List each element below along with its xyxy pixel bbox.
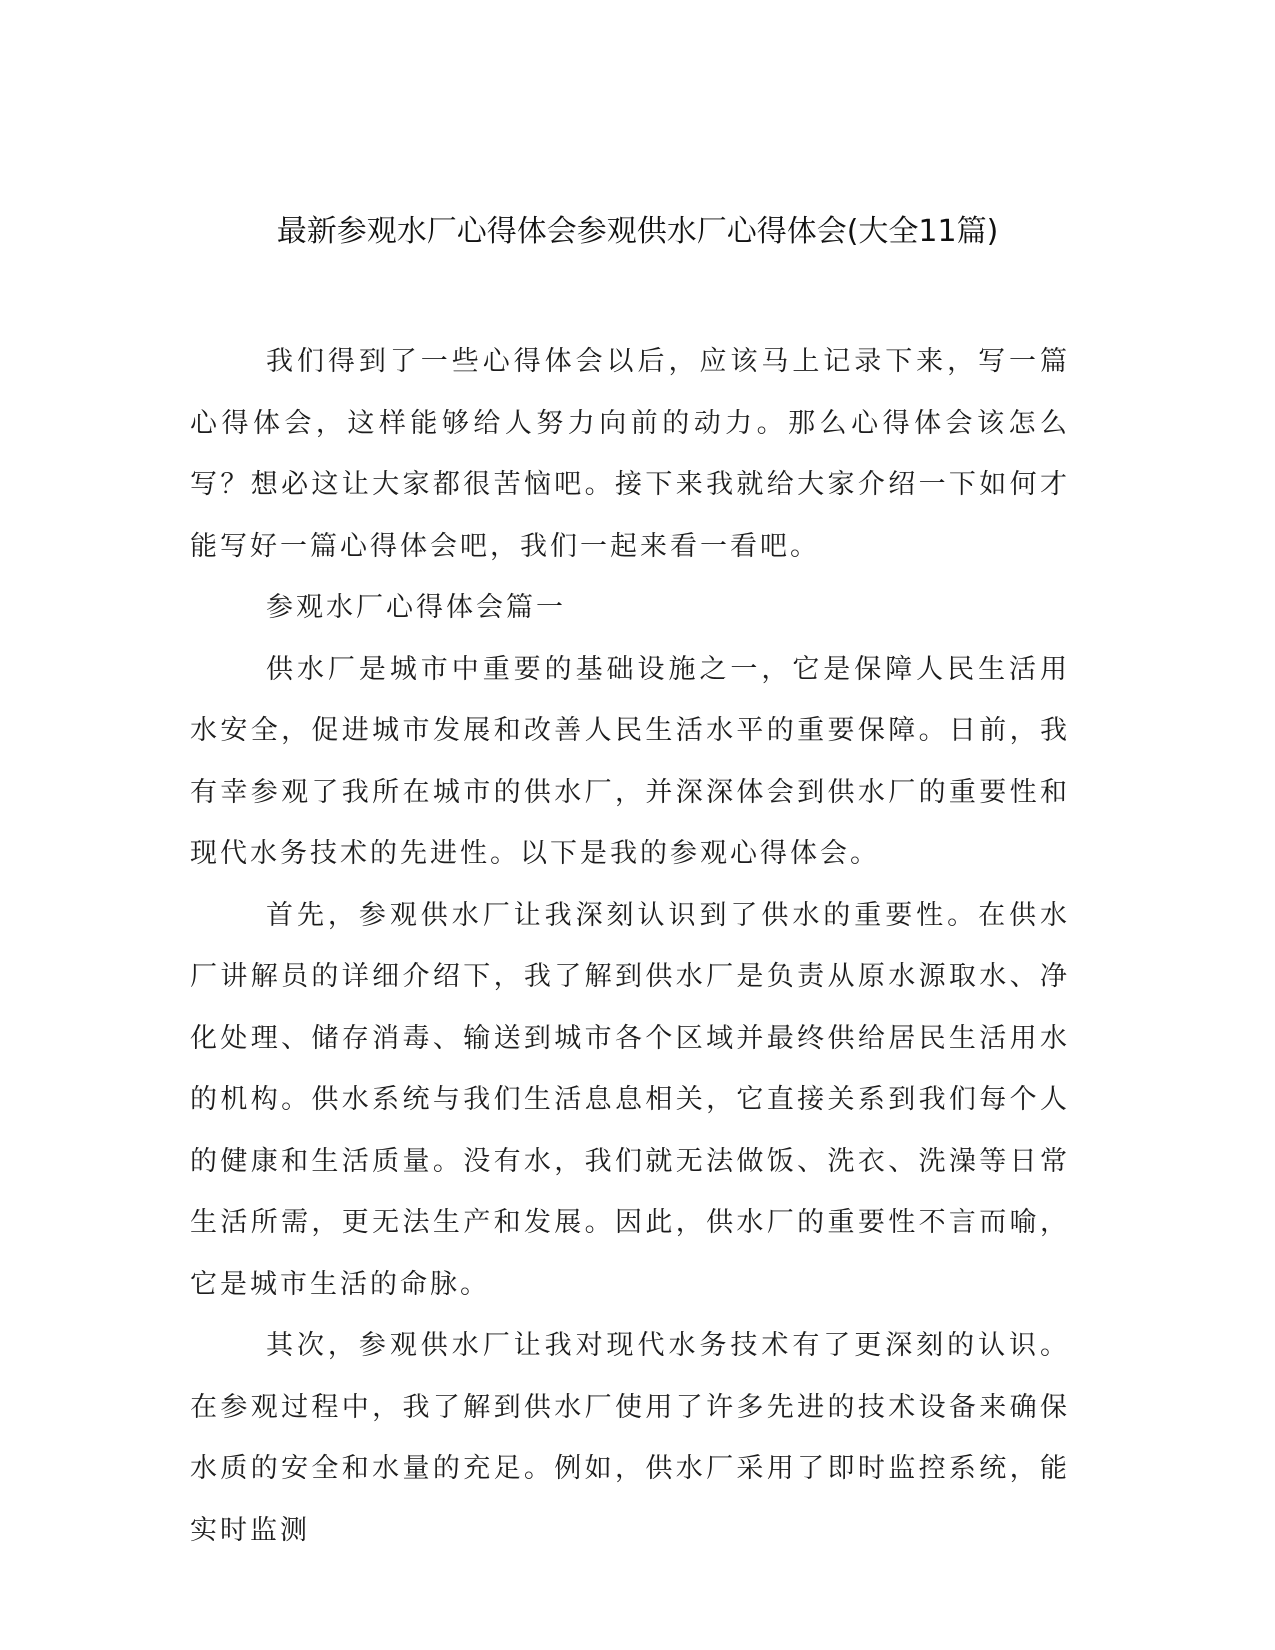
body-paragraph: 供水厂是城市中重要的基础设施之一，它是保障人民生活用水安全，促进城市发展和改善人民生活水平的重要保障。日前，我有幸参观了我所在城市的供水厂，并深深体会到供水厂的重要性和现代水务技术的先进性。以下是我的参观心得体会。: [190, 653, 1070, 869]
section-heading: 参观水厂心得体会篇一: [266, 592, 566, 623]
body-paragraph: 首先，参观供水厂让我深刻认识到了供水的重要性。在供水厂讲解员的详细介绍下，我了解到供水厂是负责从原水源取水、净化处理、储存消毒、输送到城市各个区域并最终供给居民生活用水的机构。供水系统与我们生活息息相关，它直接关系到我们每个人的健康和生活质量。没有水，我们就无法做饭、洗衣、洗澡等日常生活所需，更无法生产和发展。因此，供水厂的重要性不言而喻，它是城市生活的命脉。: [190, 899, 1070, 1300]
document-title: 最新参观水厂心得体会参观供水厂心得体会(大全11篇): [276, 214, 999, 249]
body-paragraph: 其次，参观供水厂让我对现代水务技术有了更深刻的认识。在参观过程中，我了解到供水厂使用了许多先进的技术设备来确保水质的安全和水量的充足。例如，供水厂采用了即时监控系统，能实时监测: [190, 1330, 1070, 1546]
intro-paragraph: 我们得到了一些心得体会以后，应该马上记录下来，写一篇心得体会，这样能够给人努力向前的动力。那么心得体会该怎么写？想必这让大家都很苦恼吧。接下来我就给大家介绍一下如何才能写好一篇心得体会吧，我们一起来看一看吧。: [190, 346, 1070, 562]
document-body: [190, 331, 1070, 1561]
